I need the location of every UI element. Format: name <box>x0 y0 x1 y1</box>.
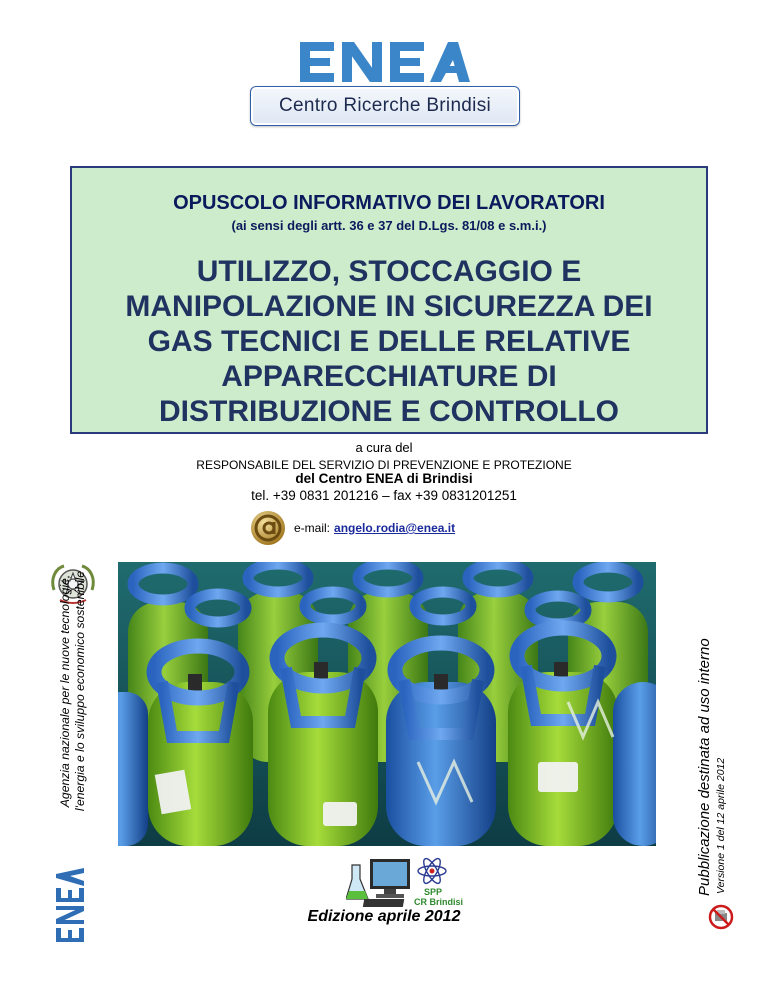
main-title-line: APPARECCHIATURE DI <box>221 360 557 393</box>
main-title-line: MANIPOLAZIONE IN SICUREZZA DEI <box>125 290 653 323</box>
gas-cylinders-photo <box>118 562 656 846</box>
main-title <box>80 254 698 429</box>
edition-label: Edizione aprile 2012 <box>307 908 461 925</box>
agency-description <box>58 556 102 826</box>
internal-use-label: Pubblicazione destinata ad uso interno <box>696 638 713 896</box>
email-row <box>248 508 455 548</box>
enea-vertical-logo <box>54 868 86 944</box>
email-label: e-mail: <box>294 521 331 535</box>
main-title-line: UTILIZZO, STOCCAGGIO E <box>196 255 582 288</box>
spp-label: SPP <box>424 887 443 897</box>
spp-logo <box>346 855 464 911</box>
centro-ricerche-badge <box>250 86 520 126</box>
center-name: del Centro ENEA di Brindisi <box>295 471 473 486</box>
version-label: Versione 1 del 12 aprile 2012 <box>715 757 727 894</box>
email-link[interactable]: angelo.rodia@enea.it <box>334 521 456 535</box>
contacts: tel. +39 0831 201216 – fax +39 0831201251 <box>251 488 517 503</box>
title-box <box>70 166 708 434</box>
booklet-title: OPUSCOLO INFORMATIVO DEI LAVORATORI <box>173 192 605 214</box>
at-sign-icon <box>248 508 288 548</box>
enea-logo <box>250 38 520 134</box>
a-cura-label: a cura del <box>355 440 413 455</box>
main-title-line: GAS TECNICI E DELLE RELATIVE <box>147 325 631 358</box>
enea-wordmark-logo <box>298 38 473 86</box>
internal-use-notice <box>696 636 744 896</box>
agency-line-2: l'energia e lo sviluppo economico sostenibile <box>73 570 87 812</box>
agency-line-1: Agenzia nazionale per le nuove tecnologie, <box>58 574 72 808</box>
rspp-label: RESPONSABILE DEL SERVIZIO DI PREVENZIONE E PROTEZIONE <box>196 458 572 472</box>
main-title-line: DISTRIBUZIONE E CONTROLLO <box>159 395 619 428</box>
booklet-subtitle: (ai sensi degli artt. 36 e 37 del D.Lgs. 81/08 e s.m.i.) <box>231 218 547 233</box>
spp-center-label: CR Brindisi <box>414 897 464 907</box>
centro-label: Centro Ricerche Brindisi <box>278 95 492 116</box>
